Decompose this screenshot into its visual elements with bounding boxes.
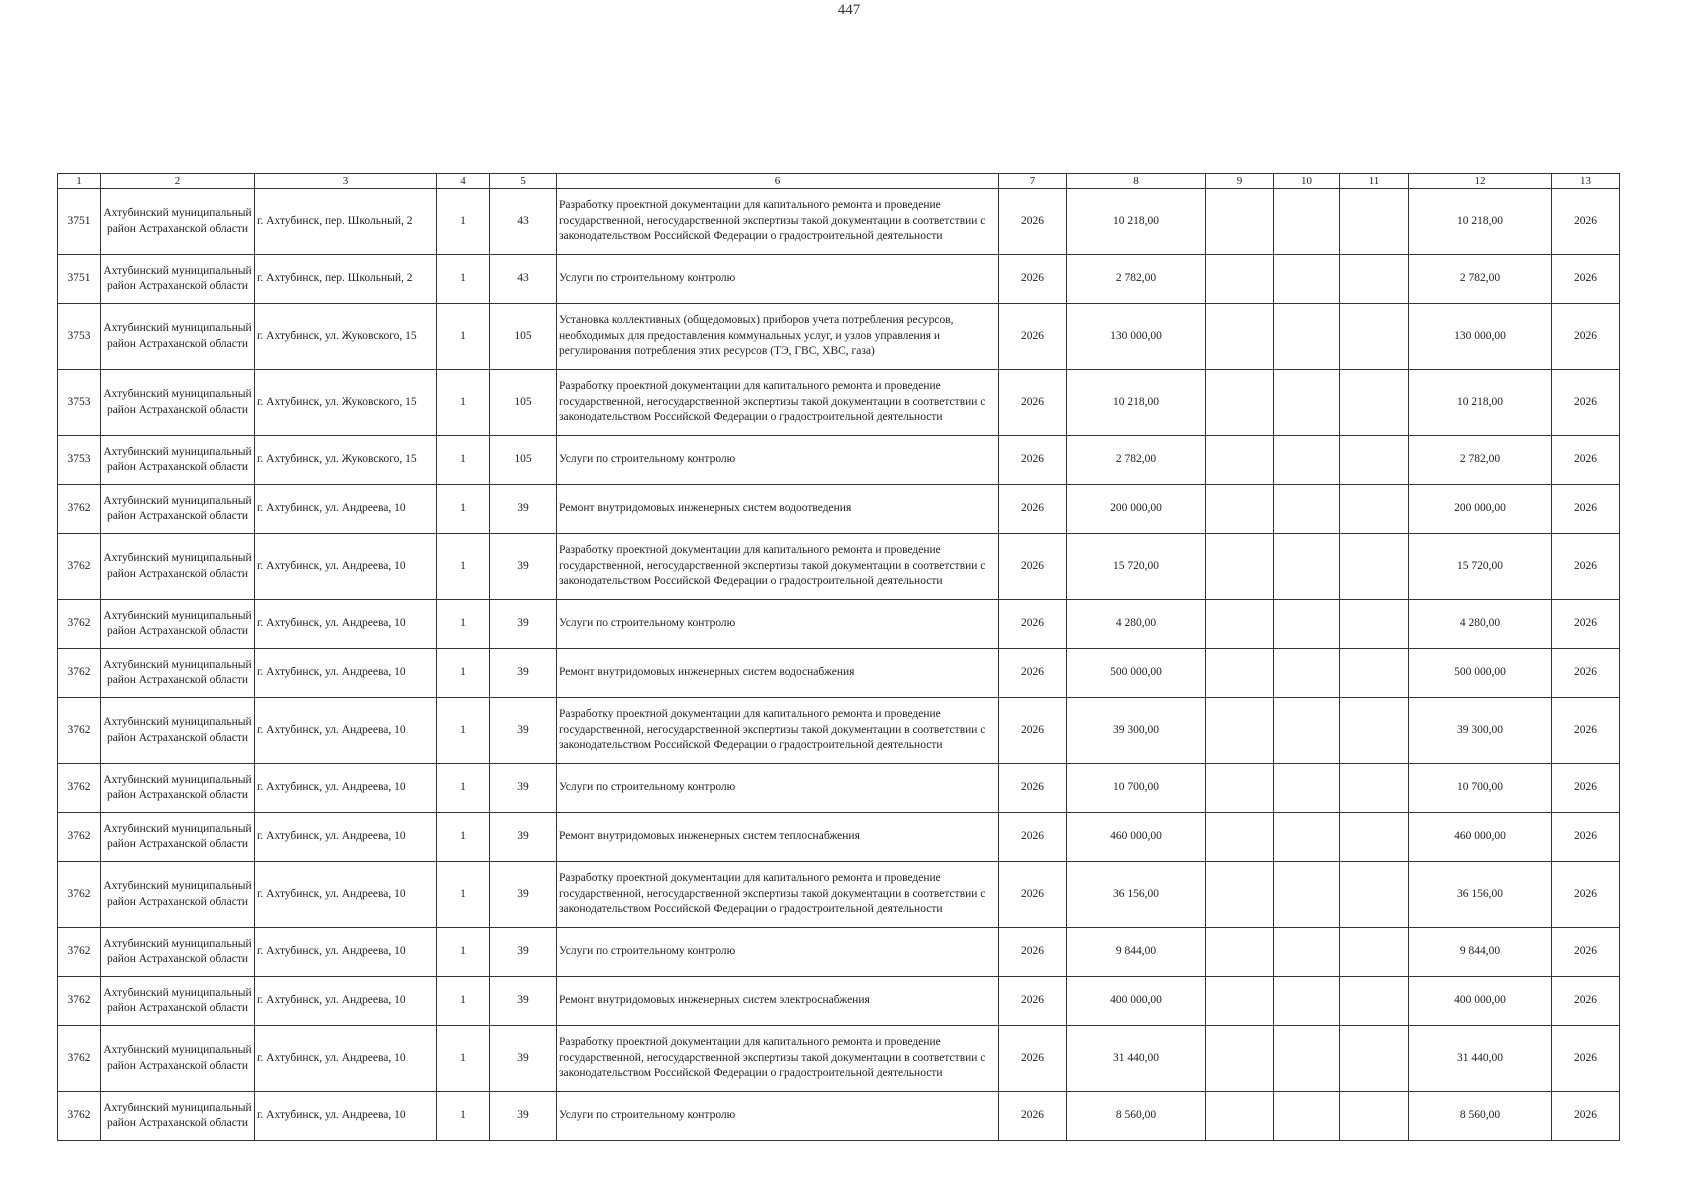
total-cost-cell: 31 440,00 <box>1067 1026 1206 1092</box>
count-cell: 105 <box>490 436 557 485</box>
year-cell: 2026 <box>999 698 1067 764</box>
empty-cell <box>1340 370 1409 436</box>
work-type-cell: Услуги по строительному контролю <box>557 1092 999 1141</box>
work-type-cell: Ремонт внутридомовых инженерных систем водоотведения <box>557 485 999 534</box>
year-cell: 2026 <box>999 1092 1067 1141</box>
quantity-cell: 1 <box>437 928 490 977</box>
completion-year-cell: 2026 <box>1552 862 1620 928</box>
municipality-cell: Ахтубинский муниципальный район Астраханской области <box>101 862 255 928</box>
work-type-cell: Ремонт внутридомовых инженерных систем водоснабжения <box>557 649 999 698</box>
completion-year-cell: 2026 <box>1552 534 1620 600</box>
empty-cell <box>1206 764 1274 813</box>
completion-year-cell: 2026 <box>1552 1092 1620 1141</box>
address-cell: г. Ахтубинск, пер. Школьный, 2 <box>255 189 437 255</box>
empty-cell <box>1274 1026 1340 1092</box>
work-type-cell: Разработку проектной документации для капитального ремонта и проведение государственной, негосударственной экспертизы такой документации в соответствии с законодательством Российской Федерации о градостроительной деятельности <box>557 1026 999 1092</box>
empty-cell <box>1274 928 1340 977</box>
empty-cell <box>1206 485 1274 534</box>
header-cell: 3 <box>255 174 437 189</box>
fund-cost-cell: 130 000,00 <box>1409 304 1552 370</box>
count-cell: 39 <box>490 813 557 862</box>
work-type-cell: Разработку проектной документации для капитального ремонта и проведение государственной, негосударственной экспертизы такой документации в соответствии с законодательством Российской Федерации о градостроительной деятельности <box>557 698 999 764</box>
address-cell: г. Ахтубинск, ул. Андреева, 10 <box>255 485 437 534</box>
work-type-cell: Услуги по строительному контролю <box>557 255 999 304</box>
empty-cell <box>1274 1092 1340 1141</box>
completion-year-cell: 2026 <box>1552 255 1620 304</box>
header-cell: 4 <box>437 174 490 189</box>
address-cell: г. Ахтубинск, ул. Андреева, 10 <box>255 977 437 1026</box>
count-cell: 39 <box>490 649 557 698</box>
total-cost-cell: 10 700,00 <box>1067 764 1206 813</box>
table-row <box>58 1092 1620 1141</box>
page-number: 447 <box>837 2 861 18</box>
completion-year-cell: 2026 <box>1552 304 1620 370</box>
count-cell: 105 <box>490 304 557 370</box>
row-number-cell: 3762 <box>58 977 101 1026</box>
municipality-cell: Ахтубинский муниципальный район Астраханской области <box>101 813 255 862</box>
empty-cell <box>1340 813 1409 862</box>
total-cost-cell: 2 782,00 <box>1067 436 1206 485</box>
count-cell: 39 <box>490 600 557 649</box>
quantity-cell: 1 <box>437 600 490 649</box>
address-cell: г. Ахтубинск, ул. Жуковского, 15 <box>255 370 437 436</box>
empty-cell <box>1206 813 1274 862</box>
row-number-cell: 3762 <box>58 485 101 534</box>
fund-cost-cell: 2 782,00 <box>1409 436 1552 485</box>
table-row <box>58 370 1620 436</box>
completion-year-cell: 2026 <box>1552 370 1620 436</box>
total-cost-cell: 400 000,00 <box>1067 977 1206 1026</box>
completion-year-cell: 2026 <box>1552 600 1620 649</box>
work-type-cell: Установка коллективных (общедомовых) приборов учета потребления ресурсов, необходимых для предоставления коммунальных услуг, и узлов управления и регулирования потребления этих ресурсов (ТЭ, ГВС, ХВС, газа) <box>557 304 999 370</box>
address-cell: г. Ахтубинск, ул. Андреева, 10 <box>255 600 437 649</box>
row-number-cell: 3762 <box>58 649 101 698</box>
table-row <box>58 485 1620 534</box>
completion-year-cell: 2026 <box>1552 698 1620 764</box>
empty-cell <box>1206 1026 1274 1092</box>
fund-cost-cell: 500 000,00 <box>1409 649 1552 698</box>
empty-cell <box>1274 764 1340 813</box>
header-cell: 6 <box>557 174 999 189</box>
municipality-cell: Ахтубинский муниципальный район Астраханской области <box>101 255 255 304</box>
empty-cell <box>1274 189 1340 255</box>
empty-cell <box>1340 1026 1409 1092</box>
total-cost-cell: 15 720,00 <box>1067 534 1206 600</box>
quantity-cell: 1 <box>437 370 490 436</box>
empty-cell <box>1206 189 1274 255</box>
year-cell: 2026 <box>999 370 1067 436</box>
fund-cost-cell: 4 280,00 <box>1409 600 1552 649</box>
empty-cell <box>1206 255 1274 304</box>
quantity-cell: 1 <box>437 436 490 485</box>
quantity-cell: 1 <box>437 649 490 698</box>
count-cell: 39 <box>490 977 557 1026</box>
table-row <box>58 534 1620 600</box>
completion-year-cell: 2026 <box>1552 928 1620 977</box>
table-row <box>58 600 1620 649</box>
fund-cost-cell: 460 000,00 <box>1409 813 1552 862</box>
municipality-cell: Ахтубинский муниципальный район Астраханской области <box>101 1026 255 1092</box>
total-cost-cell: 130 000,00 <box>1067 304 1206 370</box>
header-cell: 11 <box>1340 174 1409 189</box>
empty-cell <box>1340 436 1409 485</box>
fund-cost-cell: 10 218,00 <box>1409 189 1552 255</box>
table-row <box>58 698 1620 764</box>
year-cell: 2026 <box>999 928 1067 977</box>
address-cell: г. Ахтубинск, пер. Школьный, 2 <box>255 255 437 304</box>
year-cell: 2026 <box>999 813 1067 862</box>
row-number-cell: 3751 <box>58 255 101 304</box>
municipality-cell: Ахтубинский муниципальный район Астраханской области <box>101 436 255 485</box>
work-type-cell: Разработку проектной документации для капитального ремонта и проведение государственной, негосударственной экспертизы такой документации в соответствии с законодательством Российской Федерации о градостроительной деятельности <box>557 189 999 255</box>
count-cell: 43 <box>490 255 557 304</box>
empty-cell <box>1206 534 1274 600</box>
address-cell: г. Ахтубинск, ул. Андреева, 10 <box>255 813 437 862</box>
row-number-cell: 3753 <box>58 436 101 485</box>
table-row <box>58 862 1620 928</box>
empty-cell <box>1206 977 1274 1026</box>
header-cell: 10 <box>1274 174 1340 189</box>
empty-cell <box>1340 485 1409 534</box>
year-cell: 2026 <box>999 862 1067 928</box>
completion-year-cell: 2026 <box>1552 189 1620 255</box>
municipality-cell: Ахтубинский муниципальный район Астраханской области <box>101 304 255 370</box>
total-cost-cell: 8 560,00 <box>1067 1092 1206 1141</box>
work-type-cell: Услуги по строительному контролю <box>557 764 999 813</box>
total-cost-cell: 200 000,00 <box>1067 485 1206 534</box>
header-cell: 12 <box>1409 174 1552 189</box>
table-row <box>58 304 1620 370</box>
count-cell: 39 <box>490 928 557 977</box>
quantity-cell: 1 <box>437 189 490 255</box>
empty-cell <box>1206 304 1274 370</box>
table-row <box>58 189 1620 255</box>
empty-cell <box>1274 862 1340 928</box>
total-cost-cell: 4 280,00 <box>1067 600 1206 649</box>
completion-year-cell: 2026 <box>1552 436 1620 485</box>
empty-cell <box>1206 600 1274 649</box>
quantity-cell: 1 <box>437 862 490 928</box>
table-body <box>58 189 1620 1141</box>
count-cell: 39 <box>490 862 557 928</box>
work-type-cell: Услуги по строительному контролю <box>557 600 999 649</box>
empty-cell <box>1206 928 1274 977</box>
empty-cell <box>1206 436 1274 485</box>
total-cost-cell: 2 782,00 <box>1067 255 1206 304</box>
municipality-cell: Ахтубинский муниципальный район Астраханской области <box>101 649 255 698</box>
address-cell: г. Ахтубинск, ул. Андреева, 10 <box>255 649 437 698</box>
empty-cell <box>1340 600 1409 649</box>
year-cell: 2026 <box>999 255 1067 304</box>
quantity-cell: 1 <box>437 534 490 600</box>
empty-cell <box>1274 255 1340 304</box>
row-number-cell: 3762 <box>58 862 101 928</box>
work-type-cell: Разработку проектной документации для капитального ремонта и проведение государственной, негосударственной экспертизы такой документации в соответствии с законодательством Российской Федерации о градостроительной деятельности <box>557 370 999 436</box>
address-cell: г. Ахтубинск, ул. Андреева, 10 <box>255 698 437 764</box>
empty-cell <box>1274 649 1340 698</box>
empty-cell <box>1340 862 1409 928</box>
header-cell: 13 <box>1552 174 1620 189</box>
empty-cell <box>1206 862 1274 928</box>
empty-cell <box>1274 534 1340 600</box>
count-cell: 39 <box>490 485 557 534</box>
header-cell: 5 <box>490 174 557 189</box>
address-cell: г. Ахтубинск, ул. Андреева, 10 <box>255 862 437 928</box>
fund-cost-cell: 15 720,00 <box>1409 534 1552 600</box>
work-type-cell: Разработку проектной документации для капитального ремонта и проведение государственной, негосударственной экспертизы такой документации в соответствии с законодательством Российской Федерации о градостроительной деятельности <box>557 862 999 928</box>
total-cost-cell: 460 000,00 <box>1067 813 1206 862</box>
row-number-cell: 3762 <box>58 698 101 764</box>
count-cell: 39 <box>490 1026 557 1092</box>
work-type-cell: Ремонт внутридомовых инженерных систем теплоснабжения <box>557 813 999 862</box>
empty-cell <box>1340 304 1409 370</box>
year-cell: 2026 <box>999 189 1067 255</box>
total-cost-cell: 10 218,00 <box>1067 189 1206 255</box>
fund-cost-cell: 200 000,00 <box>1409 485 1552 534</box>
fund-cost-cell: 10 218,00 <box>1409 370 1552 436</box>
fund-cost-cell: 2 782,00 <box>1409 255 1552 304</box>
header-cell: 9 <box>1206 174 1274 189</box>
count-cell: 43 <box>490 189 557 255</box>
count-cell: 39 <box>490 534 557 600</box>
empty-cell <box>1340 977 1409 1026</box>
empty-cell <box>1340 189 1409 255</box>
table-row <box>58 255 1620 304</box>
empty-cell <box>1340 1092 1409 1141</box>
row-number-cell: 3762 <box>58 928 101 977</box>
quantity-cell: 1 <box>437 764 490 813</box>
municipality-cell: Ахтубинский муниципальный район Астраханской области <box>101 370 255 436</box>
empty-cell <box>1274 304 1340 370</box>
empty-cell <box>1206 649 1274 698</box>
empty-cell <box>1206 698 1274 764</box>
address-cell: г. Ахтубинск, ул. Андреева, 10 <box>255 764 437 813</box>
row-number-cell: 3753 <box>58 304 101 370</box>
municipality-cell: Ахтубинский муниципальный район Астраханской области <box>101 977 255 1026</box>
year-cell: 2026 <box>999 977 1067 1026</box>
fund-cost-cell: 31 440,00 <box>1409 1026 1552 1092</box>
empty-cell <box>1274 698 1340 764</box>
municipality-cell: Ахтубинский муниципальный район Астраханской области <box>101 698 255 764</box>
empty-cell <box>1274 436 1340 485</box>
empty-cell <box>1340 534 1409 600</box>
table-row <box>58 764 1620 813</box>
empty-cell <box>1274 600 1340 649</box>
work-type-cell: Разработку проектной документации для капитального ремонта и проведение государственной, негосударственной экспертизы такой документации в соответствии с законодательством Российской Федерации о градостроительной деятельности <box>557 534 999 600</box>
header-cell: 8 <box>1067 174 1206 189</box>
year-cell: 2026 <box>999 304 1067 370</box>
address-cell: г. Ахтубинск, ул. Андреева, 10 <box>255 1026 437 1092</box>
row-number-cell: 3762 <box>58 534 101 600</box>
empty-cell <box>1274 370 1340 436</box>
row-number-cell: 3762 <box>58 1092 101 1141</box>
quantity-cell: 1 <box>437 255 490 304</box>
table-row <box>58 436 1620 485</box>
row-number-cell: 3762 <box>58 1026 101 1092</box>
row-number-cell: 3762 <box>58 813 101 862</box>
empty-cell <box>1274 485 1340 534</box>
year-cell: 2026 <box>999 485 1067 534</box>
address-cell: г. Ахтубинск, ул. Жуковского, 15 <box>255 436 437 485</box>
quantity-cell: 1 <box>437 485 490 534</box>
work-type-cell: Ремонт внутридомовых инженерных систем электроснабжения <box>557 977 999 1026</box>
total-cost-cell: 500 000,00 <box>1067 649 1206 698</box>
count-cell: 105 <box>490 370 557 436</box>
empty-cell <box>1206 1092 1274 1141</box>
row-number-cell: 3762 <box>58 764 101 813</box>
column-number-row <box>58 174 1620 189</box>
year-cell: 2026 <box>999 600 1067 649</box>
count-cell: 39 <box>490 1092 557 1141</box>
completion-year-cell: 2026 <box>1552 813 1620 862</box>
fund-cost-cell: 9 844,00 <box>1409 928 1552 977</box>
total-cost-cell: 10 218,00 <box>1067 370 1206 436</box>
quantity-cell: 1 <box>437 813 490 862</box>
municipality-cell: Ахтубинский муниципальный район Астраханской области <box>101 534 255 600</box>
table-row <box>58 649 1620 698</box>
empty-cell <box>1274 977 1340 1026</box>
completion-year-cell: 2026 <box>1552 764 1620 813</box>
header-cell: 7 <box>999 174 1067 189</box>
address-cell: г. Ахтубинск, ул. Андреева, 10 <box>255 534 437 600</box>
completion-year-cell: 2026 <box>1552 649 1620 698</box>
municipality-cell: Ахтубинский муниципальный район Астраханской области <box>101 600 255 649</box>
empty-cell <box>1274 813 1340 862</box>
quantity-cell: 1 <box>437 1092 490 1141</box>
fund-cost-cell: 400 000,00 <box>1409 977 1552 1026</box>
row-number-cell: 3751 <box>58 189 101 255</box>
year-cell: 2026 <box>999 436 1067 485</box>
year-cell: 2026 <box>999 534 1067 600</box>
row-number-cell: 3753 <box>58 370 101 436</box>
empty-cell <box>1206 370 1274 436</box>
fund-cost-cell: 39 300,00 <box>1409 698 1552 764</box>
year-cell: 2026 <box>999 1026 1067 1092</box>
work-type-cell: Услуги по строительному контролю <box>557 928 999 977</box>
municipality-cell: Ахтубинский муниципальный район Астраханской области <box>101 189 255 255</box>
fund-cost-cell: 8 560,00 <box>1409 1092 1552 1141</box>
table-row <box>58 813 1620 862</box>
total-cost-cell: 36 156,00 <box>1067 862 1206 928</box>
header-cell: 1 <box>58 174 101 189</box>
total-cost-cell: 39 300,00 <box>1067 698 1206 764</box>
fund-cost-cell: 36 156,00 <box>1409 862 1552 928</box>
completion-year-cell: 2026 <box>1552 977 1620 1026</box>
address-cell: г. Ахтубинск, ул. Андреева, 10 <box>255 928 437 977</box>
municipality-cell: Ахтубинский муниципальный район Астраханской области <box>101 485 255 534</box>
table-row <box>58 928 1620 977</box>
municipality-cell: Ахтубинский муниципальный район Астраханской области <box>101 928 255 977</box>
quantity-cell: 1 <box>437 698 490 764</box>
completion-year-cell: 2026 <box>1552 485 1620 534</box>
count-cell: 39 <box>490 698 557 764</box>
header-cell: 2 <box>101 174 255 189</box>
empty-cell <box>1340 255 1409 304</box>
table-row <box>58 977 1620 1026</box>
empty-cell <box>1340 764 1409 813</box>
completion-year-cell: 2026 <box>1552 1026 1620 1092</box>
count-cell: 39 <box>490 764 557 813</box>
work-type-cell: Услуги по строительному контролю <box>557 436 999 485</box>
empty-cell <box>1340 698 1409 764</box>
quantity-cell: 1 <box>437 1026 490 1092</box>
total-cost-cell: 9 844,00 <box>1067 928 1206 977</box>
empty-cell <box>1340 649 1409 698</box>
municipality-cell: Ахтубинский муниципальный район Астраханской области <box>101 1092 255 1141</box>
row-number-cell: 3762 <box>58 600 101 649</box>
address-cell: г. Ахтубинск, ул. Андреева, 10 <box>255 1092 437 1141</box>
quantity-cell: 1 <box>437 304 490 370</box>
empty-cell <box>1340 928 1409 977</box>
municipality-cell: Ахтубинский муниципальный район Астраханской области <box>101 764 255 813</box>
year-cell: 2026 <box>999 649 1067 698</box>
capital-repair-table <box>57 173 1620 1141</box>
address-cell: г. Ахтубинск, ул. Жуковского, 15 <box>255 304 437 370</box>
quantity-cell: 1 <box>437 977 490 1026</box>
year-cell: 2026 <box>999 764 1067 813</box>
table-row <box>58 1026 1620 1092</box>
fund-cost-cell: 10 700,00 <box>1409 764 1552 813</box>
